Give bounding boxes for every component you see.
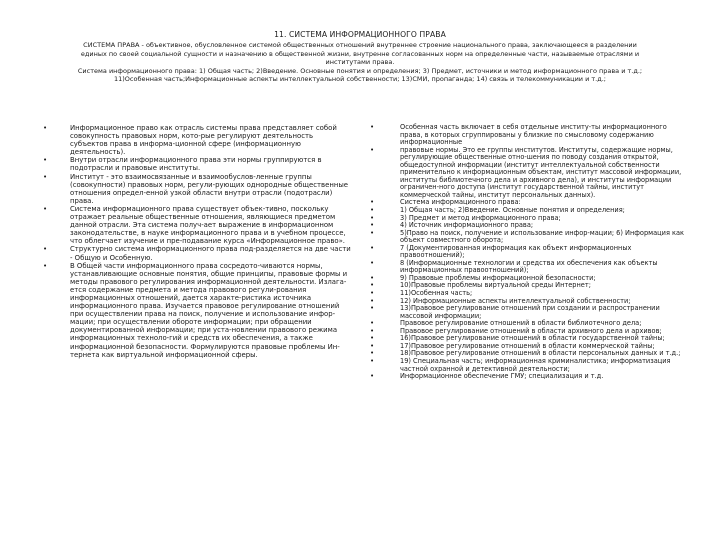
list-item: • 17)Правовое регулирование отношений в области коммерческой тайны; [370,341,655,350]
bullet-icon: • [43,204,48,213]
bullet-icon: • [370,258,375,267]
list-item: • Система информационного права: [370,198,521,207]
list-item: • Система информационного права существует объек-тивно, поскольку отражает реальные общественные отношения, являющиеся предметом данной отрасли. Эта система получ-ает выражение в информационном законодательстве, в науке информационного права и в учебном процессе, что облегчает изучение и пре-подавание курса «Информационное право». [43,204,346,246]
bullet-icon: • [43,156,48,165]
list-item: • 9) Правовые проблемы информационной безопасности; [370,273,596,282]
bullet-icon: • [370,349,375,358]
bullet-icon: • [370,198,375,207]
bullet-icon: • [370,228,375,237]
bullet-icon: • [370,281,375,290]
list-item: • В Общей части информационного права сосредото-чиваются нормы, устанавливающие основные понятия, общие принципы, правовые формы и методы правового регулирования информационной деятельности. Излага-ется содержание предмета и метода правового регули-рования информационных отношений, дается характе-ристика источника информационного права. Изучается правовое регулирование отношений при осуществлении права на поиск, получение и использование инфор-мации; при осуществлении обороте информации; при обращении документированной информации; при уста-новлении правового режима информационных техноло-гий и средств их обеспечения, а также информационной безопасности. Формулируются правовые проблемы Ин-тернета как виртуальной информационной сферы. [43,261,348,359]
bullet-icon: • [370,273,375,282]
page-title: 11. СИСТЕМА ИНФОРМАЦИОННОГО ПРАВА [274,30,446,39]
list-item: • Институт - это взаимосвязанные и взаимообуслов-ленные группы (совокупности) правовых норм, регули-рующих однородные общественные отношения определ-енной узкой области внутри отрасли (подотрасли) права. [43,172,349,205]
list-item: • 3) Предмет и метод информационного права; [370,213,561,222]
bullet-icon: • [370,145,375,154]
bullet-icon: • [43,261,48,270]
bullet-icon: • [370,123,375,131]
bullet-icon: • [370,334,375,343]
intro-line: институтами права. [325,58,395,67]
bullet-icon: • [43,245,48,254]
list-item: • Информационное право как отрасль системы права представляет собой совокупность правовых норм, кото-рые регулируют деятельность субъектов права в информа-ционной сфере (информационную деятельность). [43,124,337,157]
bullet-icon: • [370,289,375,298]
list-item: • 10)Правовые проблемы виртуальной среды Интернет; [370,281,591,290]
list-item: • 5)Право на поиск, получение и использование инфор-мации; 6) Информация как объект совместного оборота; [370,228,685,245]
bullet-icon: • [370,296,375,305]
list-item: • 7 (Документированная информация как объект информационных правоотношений); [370,243,632,260]
right-bullet-list [370,124,690,381]
left-bullet-list [40,124,352,359]
list-item: • Правовое регулирование отношений в области архивного дела и архивов; [370,326,662,335]
bullet-icon: • [370,206,375,215]
bullet-icon: • [370,213,375,222]
right-column [370,124,690,381]
list-item: • Правовое регулирование отношений в области библиотечного дела; [370,319,642,328]
list-item: • 4) Источник информационного права; [370,221,534,230]
list-item: • Информационное обеспечение ГМУ; специализация и т.д. [370,372,604,381]
intro-line: единых по своей социальной сущности и назначению в общественной жизни, внутренне согласованных норм на определенные части, называемые отраслями и [80,49,640,58]
list-item: • Структурно система информационного права под-разделяется на две части - Общую и Особенную. [43,245,351,262]
intro-line: Система информационного права: 1) Общая часть; 2)Введение. Основные понятия и определения; 3) Предмет, источники и метод информационного права и т.д.; [77,66,643,75]
intro-line: 11)Особенная часть;Информационные аспекты интеллектуальной собственности; 13)СМИ, пропаганда; 14) связь и телекоммуникации и т.д.; [114,75,606,84]
list-item: • 16)Правовое регулирование отношений в области государственной тайны; [370,334,665,343]
bullet-icon: • [43,124,48,132]
list-item: • 8 (Информационные технологии и средства их обеспечения как объекты информационных правоотношений); [370,258,658,275]
list-item: • 19) Специальная часть; информационная криминалистика; информатизация частной охранной и детективной деятельности; [370,356,671,373]
intro-line: СИСТЕМА ПРАВА - объективное, обусловленное системой общественных отношений внутреннее строение национального права, заключающееся в разделении [83,41,637,49]
bullet-icon: • [370,372,375,381]
bullet-icon: • [370,221,375,230]
left-column [40,124,352,359]
list-item: • 13)Правовое регулирование отношений при создании и распространении массовой информации; [370,304,660,320]
bullet-icon: • [370,319,375,328]
bullet-icon: • [370,304,375,313]
intro-block [30,41,690,84]
list-item: • Внутри отрасли информационного права эти нормы группируются в подотрасли и правовые институты. [43,156,322,173]
list-item: • 11)Особенная часть; [370,289,473,298]
bullet-icon: • [370,356,375,365]
list-item: • Особенная часть включает в себя отдельные институ-ты информационного права, в которых сгруппированы у близкие по смысловому содержанию информационные [370,123,667,147]
list-item: • 12) Информационные аспекты интеллектуальной собственности; [370,296,631,305]
list-item: • правовые нормы. Это ее группы институтов. Институты, содержащие нормы, регулирующие общественные отно-шения по поводу создания открытой, общедоступной информации (институт интеллектуальной собственности применительно к информационным объектам, институт массовой информации, институты библиотечного дела и архивного дела), и институты информации ограничен-ного доступа (институт государственной тайны, институт коммерческой тайны, институт персональных данных). [370,145,682,199]
bullet-icon: • [370,326,375,335]
list-item: • 18)Правовое регулирование отношений в области персональных данных и т.д.; [370,349,681,358]
bullet-icon: • [370,243,375,252]
bullet-icon: • [43,172,48,181]
list-item: • 1) Общая часть; 2)Введение. Основные понятия и определения; [370,206,625,215]
bullet-icon: • [370,341,375,350]
